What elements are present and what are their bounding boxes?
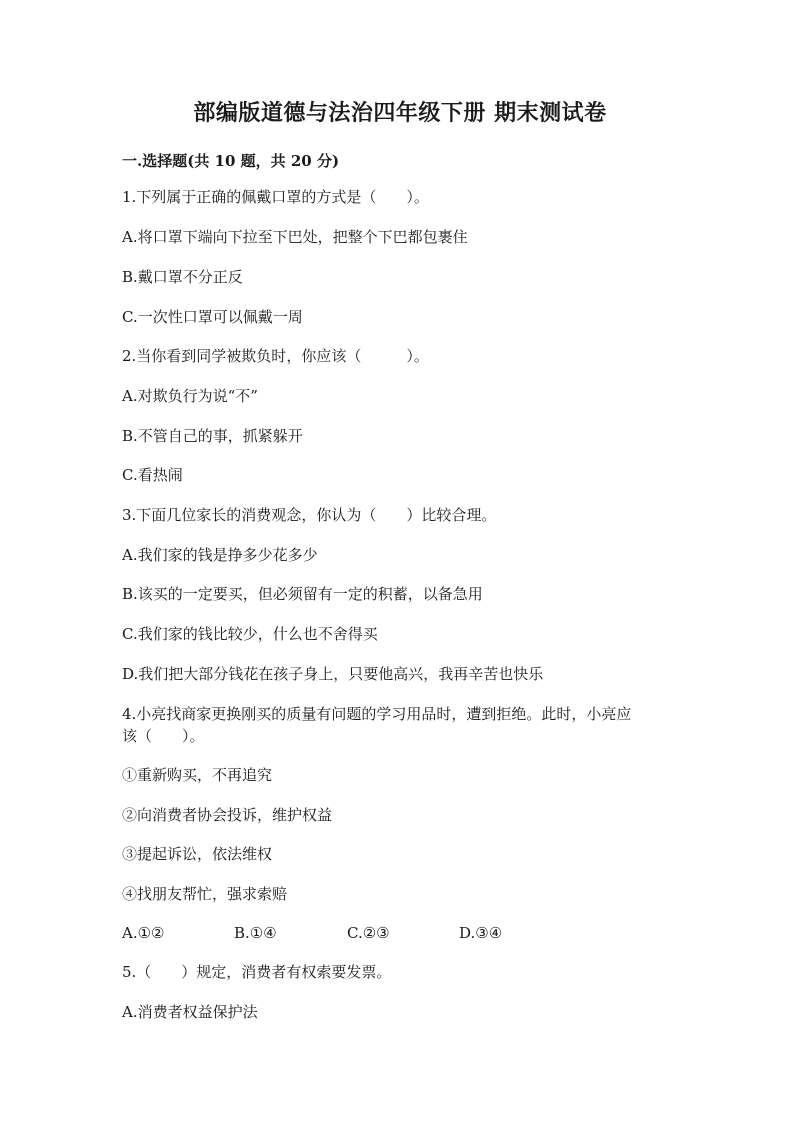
question-4-option-d[interactable]: D.③④ [459, 924, 503, 942]
question-1-option-b[interactable]: B.戴口罩不分正反 [122, 268, 243, 286]
question-1-option-a[interactable]: A.将口罩下端向下拉至下巴处，把整个下巴都包裹住 [122, 228, 468, 246]
question-4-option-a[interactable]: A.①② [122, 924, 165, 942]
question-2-option-c[interactable]: C.看热闹 [122, 466, 183, 484]
question-4-stem-line-1: 4.小亮找商家更换刚买的质量有问题的学习用品时，遭到拒绝。此时，小亮应 [122, 705, 632, 723]
question-2-option-b[interactable]: B.不管自己的事，抓紧躲开 [122, 427, 303, 445]
question-1-option-c[interactable]: C.一次性口罩可以佩戴一周 [122, 308, 303, 326]
question-3-option-a[interactable]: A.我们家的钱是挣多少花多少 [122, 546, 318, 564]
question-5-stem: 5.（ ）规定，消费者有权索要发票。 [122, 963, 392, 981]
question-4-statement-1: ①重新购买，不再追究 [122, 766, 273, 784]
question-3-option-c[interactable]: C.我们家的钱比较少，什么也不舍得买 [122, 625, 378, 643]
question-4-option-b[interactable]: B.①④ [234, 924, 277, 942]
question-3-option-b[interactable]: B.该买的一定要买，但必须留有一定的积蓄，以备急用 [122, 585, 483, 603]
question-4-option-c[interactable]: C.②③ [347, 924, 390, 942]
question-4-statement-3: ③提起诉讼，依法维权 [122, 845, 273, 863]
page-title: 部编版道德与法治四年级下册 期末测试卷 [193, 100, 607, 126]
question-3-option-d[interactable]: D.我们把大部分钱花在孩子身上，只要他高兴，我再辛苦也快乐 [122, 665, 544, 683]
question-3-stem: 3.下面几位家长的消费观念，你认为（ ）比较合理。 [122, 506, 497, 524]
question-2-stem: 2.当你看到同学被欺负时，你应该（ ）。 [122, 347, 429, 365]
question-4-statement-4: ④找朋友帮忙，强求索赔 [122, 885, 288, 903]
question-5-option-a[interactable]: A.消费者权益保护法 [122, 1003, 258, 1021]
question-4-statement-2: ②向消费者协会投诉，维护权益 [122, 806, 333, 824]
question-4-stem-line-2: 该（ ）。 [122, 727, 205, 745]
question-1-stem: 1.下列属于正确的佩戴口罩的方式是（ ）。 [122, 188, 429, 206]
question-2-option-a[interactable]: A.对欺负行为说“不” [122, 387, 258, 405]
section-heading: 一.选择题(共 10 题，共 20 分) [122, 152, 340, 170]
